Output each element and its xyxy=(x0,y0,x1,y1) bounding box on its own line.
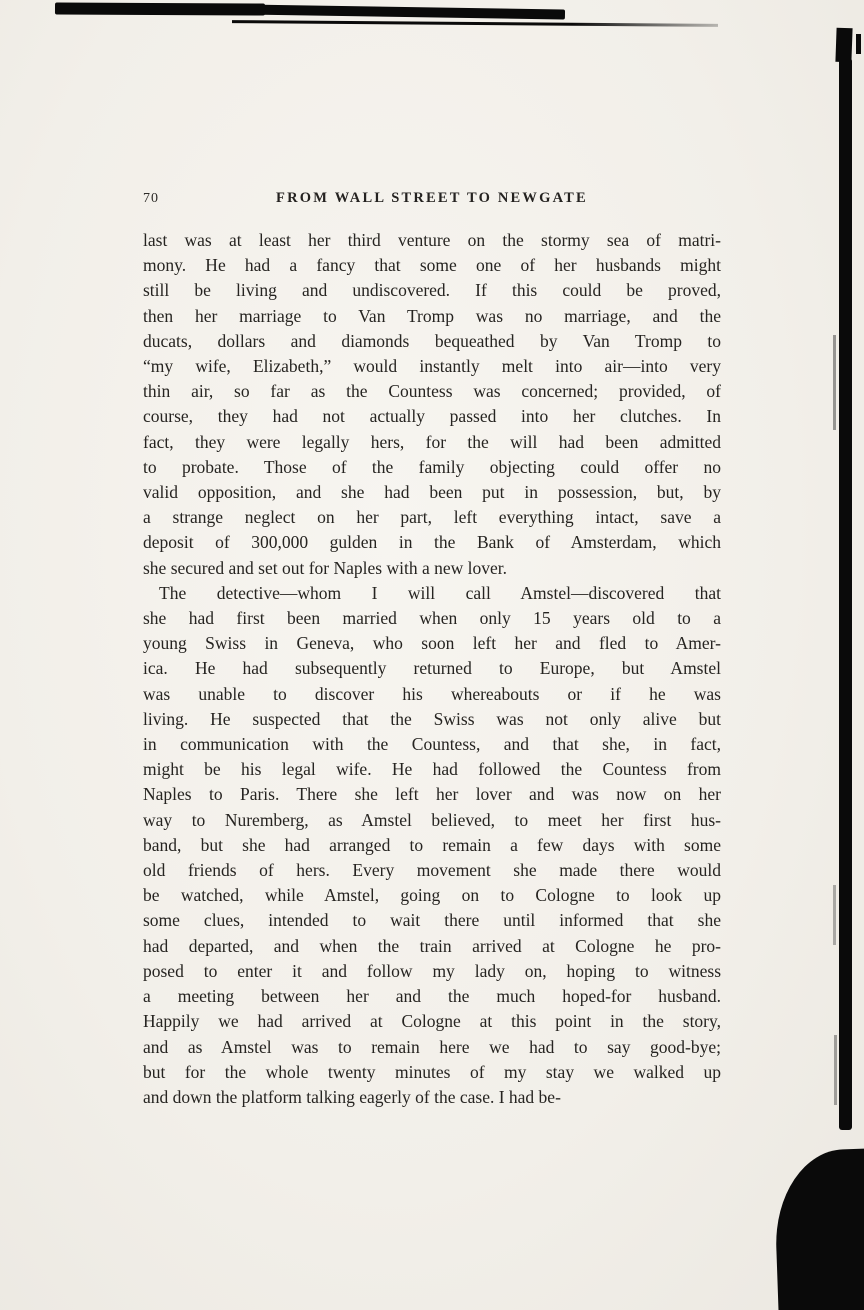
text-line: fact, they were legally hers, for the will had been admitted xyxy=(143,431,721,452)
running-header: FROM WALL STREET TO NEWGATE xyxy=(276,190,588,206)
scan-artifact-right-smudge-2 xyxy=(833,885,836,945)
text-line: a strange neglect on her part, left everything intact, save a xyxy=(143,507,721,528)
text-line: band, but she had arranged to remain a few days with some xyxy=(143,834,721,855)
text-line: and as Amstel was to remain here we had to say good-bye; xyxy=(143,1036,721,1057)
text-line: but for the whole twenty minutes of my stay we walked up xyxy=(143,1061,721,1082)
scan-artifact-bottom-right-blob xyxy=(773,1148,864,1310)
text-line: last was at least her third venture on the stormy sea of matri- xyxy=(143,230,721,250)
page-header-row xyxy=(143,190,721,210)
text-line: living. He suspected that the Swiss was not only alive but xyxy=(143,708,721,729)
text-line: she had first been married when only 15 years old to a xyxy=(143,608,721,629)
text-line: Naples to Paris. There she left her lover and was now on her xyxy=(143,784,721,805)
text-line: course, they had not actually passed into her clutches. In xyxy=(143,406,721,427)
text-line: The detective—whom I will call Amstel—discovered that xyxy=(159,582,721,603)
text-line: deposit of 300,000 gulden in the Bank of Amsterdam, which xyxy=(143,532,721,553)
text-line: old friends of hers. Every movement she made there would xyxy=(143,860,721,881)
text-line: a meeting between her and the much hoped-for husband. xyxy=(143,986,721,1007)
text-line: valid opposition, and she had been put in possession, but, by xyxy=(143,482,721,503)
text-line: ica. He had subsequently returned to Europe, but Amstel xyxy=(143,658,721,679)
scan-artifact-right-smudge-1 xyxy=(833,335,836,430)
text-line: young Swiss in Geneva, who soon left her and fled to Amer- xyxy=(143,633,721,654)
scan-artifact-top-bar-left xyxy=(55,2,265,15)
paragraph xyxy=(143,228,721,581)
text-line: way to Nuremberg, as Amstel believed, to meet her first hus- xyxy=(143,809,721,830)
text-line: in communication with the Countess, and that she, in fact, xyxy=(143,734,721,755)
text-line: ducats, dollars and diamonds bequeathed by Van Tromp to xyxy=(143,330,721,351)
page-number: 70 xyxy=(143,191,159,206)
text-line: thin air, so far as the Countess was concerned; provided, of xyxy=(143,381,721,402)
text-line: some clues, intended to wait there until informed that she xyxy=(143,910,721,931)
text-line: she secured and set out for Naples with a new lover. xyxy=(143,557,507,578)
text-line: and down the platform talking eagerly of the case. I had be- xyxy=(143,1086,561,1107)
scan-artifact-right-smudge-3 xyxy=(834,1035,837,1105)
scan-artifact-top-bar-right xyxy=(250,5,565,20)
text-line: Happily we had arrived at Cologne at this point in the story, xyxy=(143,1011,721,1032)
text-line: might be his legal wife. He had followed the Countess from xyxy=(143,759,721,780)
text-line: to probate. Those of the family objecting could offer no xyxy=(143,456,721,477)
text-line: “my wife, Elizabeth,” would instantly melt into air—into very xyxy=(143,356,721,377)
text-line: mony. He had a fancy that some one of her husbands might xyxy=(143,255,721,276)
text-line: was unable to discover his whereabouts or if he was xyxy=(143,683,721,704)
text-line: be watched, while Amstel, going on to Cologne to look up xyxy=(143,885,721,906)
text-line: had departed, and when the train arrived at Cologne he pro- xyxy=(143,935,721,956)
scan-artifact-right-edge-bar xyxy=(839,58,852,1130)
paragraph xyxy=(143,581,721,1110)
text-line: posed to enter it and follow my lady on, hoping to witness xyxy=(143,960,721,981)
scan-artifact-top-right-tick xyxy=(856,34,861,54)
text-line: then her marriage to Van Tromp was no marriage, and the xyxy=(143,305,721,326)
scan-artifact-top-line xyxy=(232,20,718,27)
page-text xyxy=(143,228,721,1110)
text-line: still be living and undiscovered. If this could be proved, xyxy=(143,280,721,301)
